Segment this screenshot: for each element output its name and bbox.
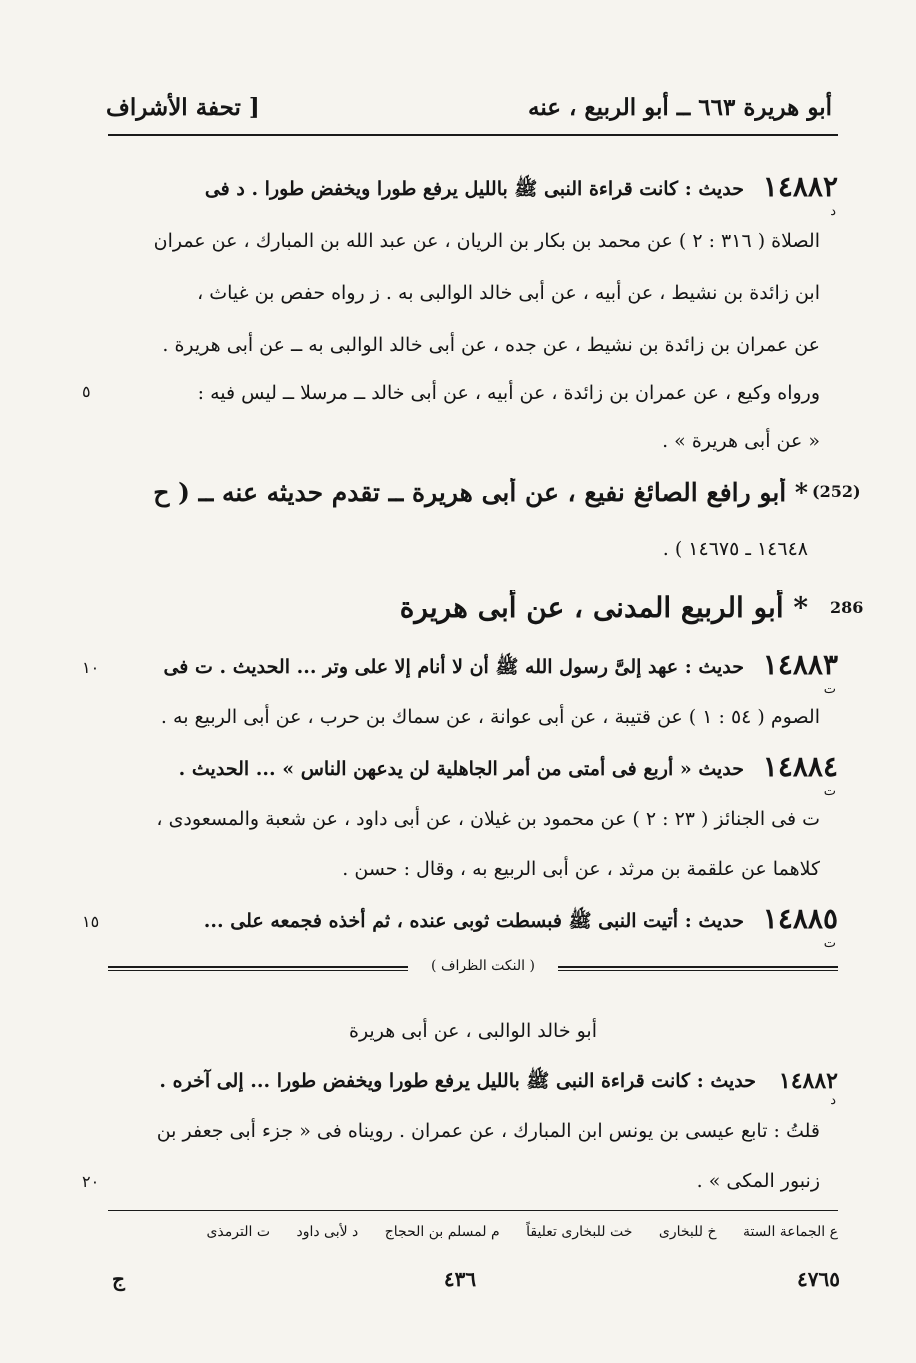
source-siglum: ت [823, 936, 836, 951]
narrator-heading: * أبو رافع الصائغ نفيع ، عن أبى هريرة ــ تقدم حديثه عنه ــ ( ح [153, 478, 808, 507]
hadith-text-line: كلاهما عن علقمة بن مرثد ، عن أبى الربيع به ، وقال : حسن . [342, 858, 820, 880]
legend-item: م لمسلم بن الحجاج [384, 1224, 500, 1240]
source-siglum: د [830, 204, 836, 219]
signature-mark: ج [112, 1267, 125, 1291]
divider-rule-right [558, 966, 838, 968]
narrator-index: 286 [830, 598, 864, 617]
running-header-title: أبو هريرة ٦٦٣ ــ أبو الربيع ، عنه [528, 94, 832, 121]
source-siglum: ت [823, 682, 836, 697]
narrator-index: (252) [812, 482, 861, 501]
legend-item: ع الجماعة الستة [742, 1224, 838, 1240]
hadith-number: ١٤٨٨٣ [762, 648, 838, 681]
divider-rule-left-thin [108, 970, 408, 971]
hadith-number: ١٤٨٨٢ [778, 1068, 838, 1094]
hadith-text-line: حديث « أربع فى أمتى من أمر الجاهلية لن يدعهن الناس » ... الحديث . [178, 758, 744, 780]
hadith-text-line: حديث : عهد إلىَّ رسول الله ﷺ أن لا أنام إلا على وتر ... الحديث . ت فى [163, 656, 744, 678]
source-siglum: د [830, 1093, 836, 1108]
legend-item: خت للبخارى تعليقاً [526, 1224, 633, 1240]
hadith-text-line: ورواه وكيع ، عن عمران بن زائدة ، عن أبيه ، عن أبى خالد ــ مرسلا ــ ليس فيه : [197, 382, 820, 404]
margin-line-number: ١٠ [82, 658, 100, 677]
legend-item: د لأبى داود [296, 1224, 359, 1240]
hadith-number: ١٤٨٨٥ [762, 902, 838, 935]
hadith-number: ١٤٨٨٤ [762, 750, 838, 783]
legend-item: ت الترمذى [206, 1224, 271, 1240]
nukat-heading: أبو خالد الوالبى ، عن أبى هريرة [348, 1020, 597, 1042]
divider-rule-right-thin [558, 970, 838, 971]
margin-line-number: ١٥ [82, 912, 100, 931]
hadith-text-line: حديث : أتيت النبى ﷺ فبسطت ثوبى عنده ، ثم أخذه فجمعه على ... [203, 910, 744, 932]
nukat-text-line: زنبور المكى » . [696, 1170, 820, 1192]
hadith-text-line: عن عمران بن زائدة بن نشيط ، عن جده ، عن أبى خالد الوالبى به ــ عن أبى هريرة . [162, 334, 820, 356]
hadith-text-line: ت فى الجنائز ( ٢٣ : ٢ ) عن محمود بن غيلان ، عن أبى داود ، عن شعبة والمسعودى ، [156, 808, 820, 830]
hadith-text-line: الصوم ( ٥٤ : ١ ) عن قتيبة ، عن أبى عوانة ، عن سماك بن حرب ، عن أبى الربيع به . [160, 706, 820, 728]
legend-item: خ للبخارى [658, 1224, 717, 1240]
margin-line-number: ٥ [82, 382, 91, 401]
nukat-text-line: حديث : كانت قراءة النبى ﷺ بالليل يرفع طورا ويخفض طورا ... إلى آخره . [159, 1070, 756, 1092]
hadith-text-line: ابن زائدة بن نشيط ، عن أبيه ، عن أبى خالد الوالبى به . ز رواه حفص بن غياث ، [197, 282, 820, 304]
narrator-heading: * أبو الربيع المدنى ، عن أبى هريرة [399, 591, 808, 624]
hadith-number: ١٤٨٨٢ [762, 170, 838, 203]
hadith-text-line: الصلاة ( ٣١٦ : ٢ ) عن محمد بن بكار بن الريان ، عن عبد الله بن المبارك ، عن عمران [153, 230, 820, 252]
narrator-ref-line: ١٤٦٤٨ ـ ١٤٦٧٥ ) . [662, 538, 808, 560]
hadith-range-number: ٤٧٦٥ [797, 1267, 840, 1291]
nukat-text-line: قلتُ : تابع عيسى بن يونس ابن المبارك ، عن عمران . رويناه فى « جزء أبى جعفر بن [156, 1120, 820, 1142]
running-header-book: [ تحفة الأشراف [106, 94, 260, 121]
source-siglum: ت [823, 784, 836, 799]
nukat-divider [108, 958, 838, 984]
page-number: ٤٣٦ [443, 1267, 477, 1291]
divider-rule-left [108, 966, 408, 968]
divider-title: ( النكت الظراف ) [431, 958, 535, 974]
footer-rule [108, 1210, 838, 1211]
hadith-text-line: حديث : كانت قراءة النبى ﷺ بالليل يرفع طورا ويخفض طورا . د فى [204, 178, 744, 200]
sigla-legend [106, 1222, 838, 1242]
margin-line-number: ٢٠ [82, 1172, 100, 1191]
header-rule [108, 134, 838, 136]
hadith-text-line: « عن أبى هريرة » . [662, 430, 820, 452]
